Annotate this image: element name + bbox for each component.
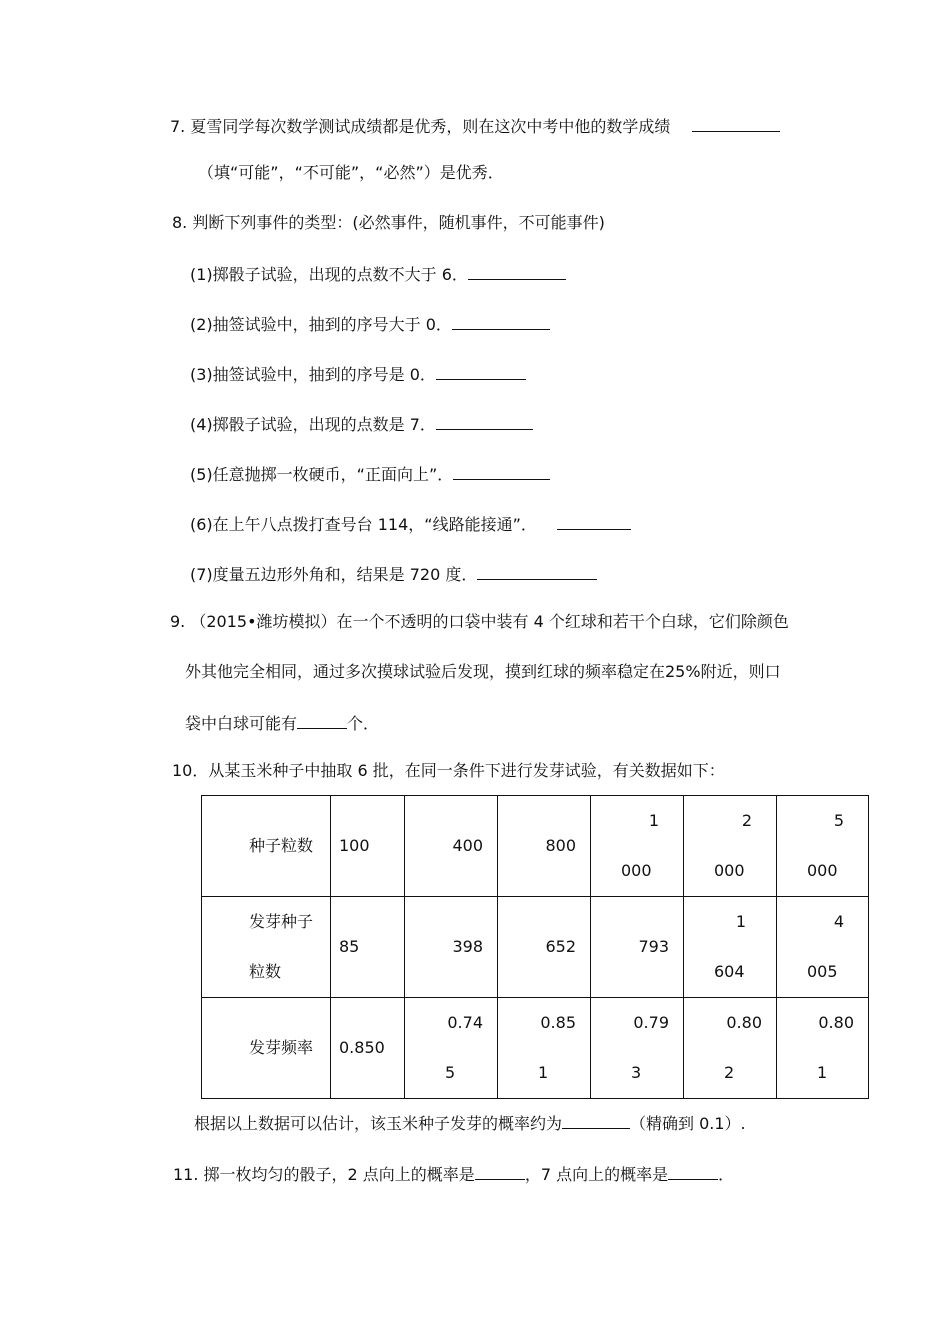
- q8-blank-2[interactable]: [452, 313, 550, 330]
- table-cell: 398: [405, 897, 498, 998]
- q8-item-3: (3)抽签试验中，抽到的序号是 0．: [190, 363, 526, 383]
- q8-blank-5[interactable]: [453, 463, 550, 480]
- table-cell: 793: [591, 897, 684, 998]
- table-cell: 1 000: [591, 796, 684, 897]
- q10-blank[interactable]: [562, 1112, 630, 1129]
- q7-line1: 7. 夏雪同学每次数学测试成绩都是优秀，则在这次中考中他的数学成绩: [170, 115, 780, 135]
- row-label-frequency: 发芽频率: [202, 998, 331, 1099]
- q11-blank-2[interactable]: [668, 1163, 718, 1180]
- germination-table: [201, 795, 869, 1099]
- q8-item-2: (2)抽签试验中，抽到的序号大于 0．: [190, 313, 550, 333]
- row-label-germinated: 发芽种子 粒数: [202, 897, 331, 998]
- q9-line2: 外其他完全相同，通过多次摸球试验后发现，摸到红球的频率稳定在25%附近，则口: [185, 662, 781, 681]
- q8-title: 8. 判断下列事件的类型：(必然事件，随机事件，不可能事件): [172, 213, 605, 232]
- table-cell: 800: [498, 796, 591, 897]
- table-cell: 0.850: [331, 998, 405, 1099]
- table-cell: 0.79 3: [591, 998, 684, 1099]
- table-cell: 0.85 1: [498, 998, 591, 1099]
- table-cell: 4 005: [777, 897, 869, 998]
- table-cell: 0.80 1: [777, 998, 869, 1099]
- q9-line1: 9. （2015•潍坊模拟）在一个不透明的口袋中装有 4 个红球和若干个白球，它们除颜色: [170, 612, 789, 631]
- table-row-frequency: [202, 998, 869, 1099]
- table-cell: 0.80 2: [684, 998, 777, 1099]
- table-row-seed-count: [202, 796, 869, 897]
- q7-answer-blank[interactable]: [692, 115, 780, 132]
- q9-line3: 袋中白球可能有 个．: [185, 714, 380, 733]
- q8-blank-1[interactable]: [468, 263, 566, 280]
- q10-title: 10．从某玉米种子中抽取 6 批，在同一条件下进行发芽试验，有关数据如下：: [172, 761, 725, 780]
- table-cell: 0.74 5: [405, 998, 498, 1099]
- q8-item-1: (1)掷骰子试验，出现的点数不大于 6．: [190, 263, 566, 283]
- table-row-germinated: [202, 897, 869, 998]
- q7-line2: （填“可能”，“不可能”，“必然”）是优秀．: [198, 163, 504, 182]
- table-cell: 100: [331, 796, 405, 897]
- table-cell: 5 000: [777, 796, 869, 897]
- q9-blank[interactable]: [297, 712, 347, 729]
- table-cell: 2 000: [684, 796, 777, 897]
- q8-blank-7[interactable]: [477, 563, 597, 580]
- q10-question: 根据以上数据可以估计，该玉米种子发芽的概率约为 （精确到 0.1）.: [194, 1114, 746, 1133]
- q8-item-5: (5)任意抛掷一枚硬币，“正面向上”．: [190, 463, 550, 483]
- table-cell: 1 604: [684, 897, 777, 998]
- q8-blank-3[interactable]: [436, 363, 526, 380]
- q8-item-6: (6)在上午八点拨打查号台 114，“线路能接通”．: [190, 513, 631, 533]
- q8-item-4: (4)掷骰子试验，出现的点数是 7．: [190, 413, 533, 433]
- table-cell: 85: [331, 897, 405, 998]
- table-cell: 400: [405, 796, 498, 897]
- row-label-seed-count: 种子粒数: [202, 796, 331, 897]
- q11-line: 11. 掷一枚均匀的骰子，2 点向上的概率是 ，7 点向上的概率是 ．: [173, 1165, 735, 1184]
- q11-blank-1[interactable]: [475, 1163, 525, 1180]
- q8-blank-6[interactable]: [557, 513, 631, 530]
- q8-item-7: (7)度量五边形外角和，结果是 720 度．: [190, 563, 597, 583]
- table-cell: 652: [498, 897, 591, 998]
- q8-blank-4[interactable]: [436, 413, 533, 430]
